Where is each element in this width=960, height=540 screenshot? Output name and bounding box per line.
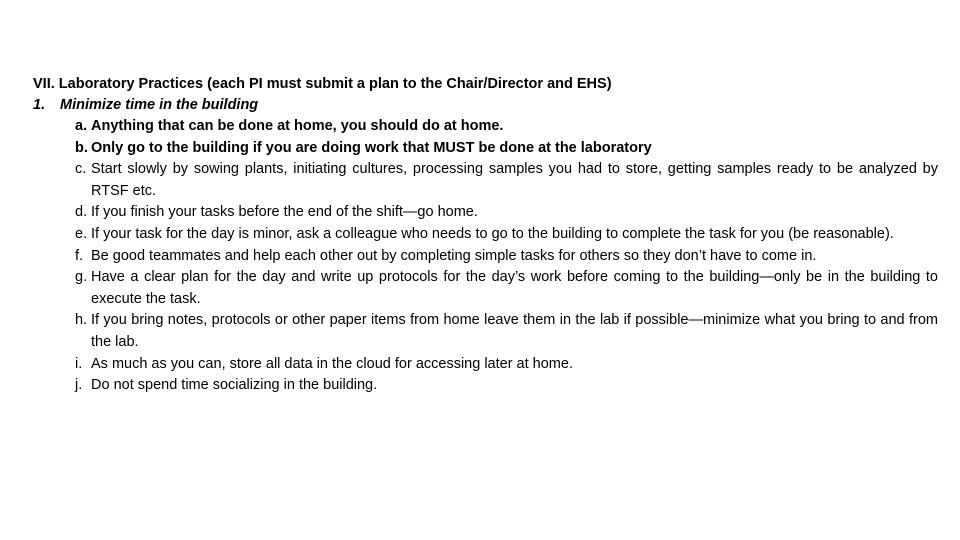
list-item-text: As much as you can, store all data in the cloud for accessing later at home. <box>91 355 573 372</box>
list-item <box>33 375 938 397</box>
list-marker: i. <box>75 355 83 372</box>
list-marker: d. <box>75 204 88 221</box>
list-marker: e. <box>75 225 88 242</box>
subsection-title: Minimize time in the building <box>60 97 259 113</box>
list-item-text: If you finish your tasks before the end of the shift—go home. <box>91 204 478 221</box>
list-item <box>33 310 938 353</box>
list-item-text: Do not spend time socializing in the building. <box>91 377 378 394</box>
list-marker: j. <box>75 377 83 394</box>
list-item-text: Anything that can be done at home, you should do at home. <box>91 118 504 134</box>
list-item <box>33 116 938 138</box>
list-marker: g. <box>75 269 88 286</box>
list-item-text: Be good teammates and help each other out by completing simple tasks for others so they don’t have to come in. <box>91 247 817 264</box>
list-item-text: If you bring notes, protocols or other paper items from home leave them in the lab if possible—minimize what you bring to and from the lab. <box>91 312 938 350</box>
subsection-number: 1. <box>33 97 46 113</box>
list-marker: h. <box>75 312 88 329</box>
document-body <box>33 73 938 397</box>
list-item <box>33 354 938 376</box>
subsection-heading <box>33 95 938 116</box>
practice-list <box>33 116 938 397</box>
list-item <box>33 246 938 268</box>
list-marker: b. <box>75 139 88 156</box>
list-item <box>33 267 938 310</box>
list-marker: f. <box>75 247 84 264</box>
list-marker: c. <box>75 161 87 178</box>
list-item-text: If your task for the day is minor, ask a colleague who needs to go to the building to complete the task for you (be reasonable). <box>91 225 894 242</box>
list-item <box>33 224 938 246</box>
list-item <box>33 138 938 160</box>
section-heading: VII. Laboratory Practices (each PI must submit a plan to the Chair/Director and EHS) <box>33 76 612 92</box>
list-item <box>33 202 938 224</box>
list-item-text: Only go to the building if you are doing work that MUST be done at the laboratory <box>91 139 652 156</box>
list-item-text: Start slowly by sowing plants, initiating cultures, processing samples you had to store, getting samples ready to be analyzed by RTSF etc. <box>91 161 938 199</box>
list-item <box>33 159 938 202</box>
list-item-text: Have a clear plan for the day and write up protocols for the day’s work before coming to the building—only be in the building to execute the task. <box>91 269 938 307</box>
list-marker: a. <box>75 118 88 134</box>
